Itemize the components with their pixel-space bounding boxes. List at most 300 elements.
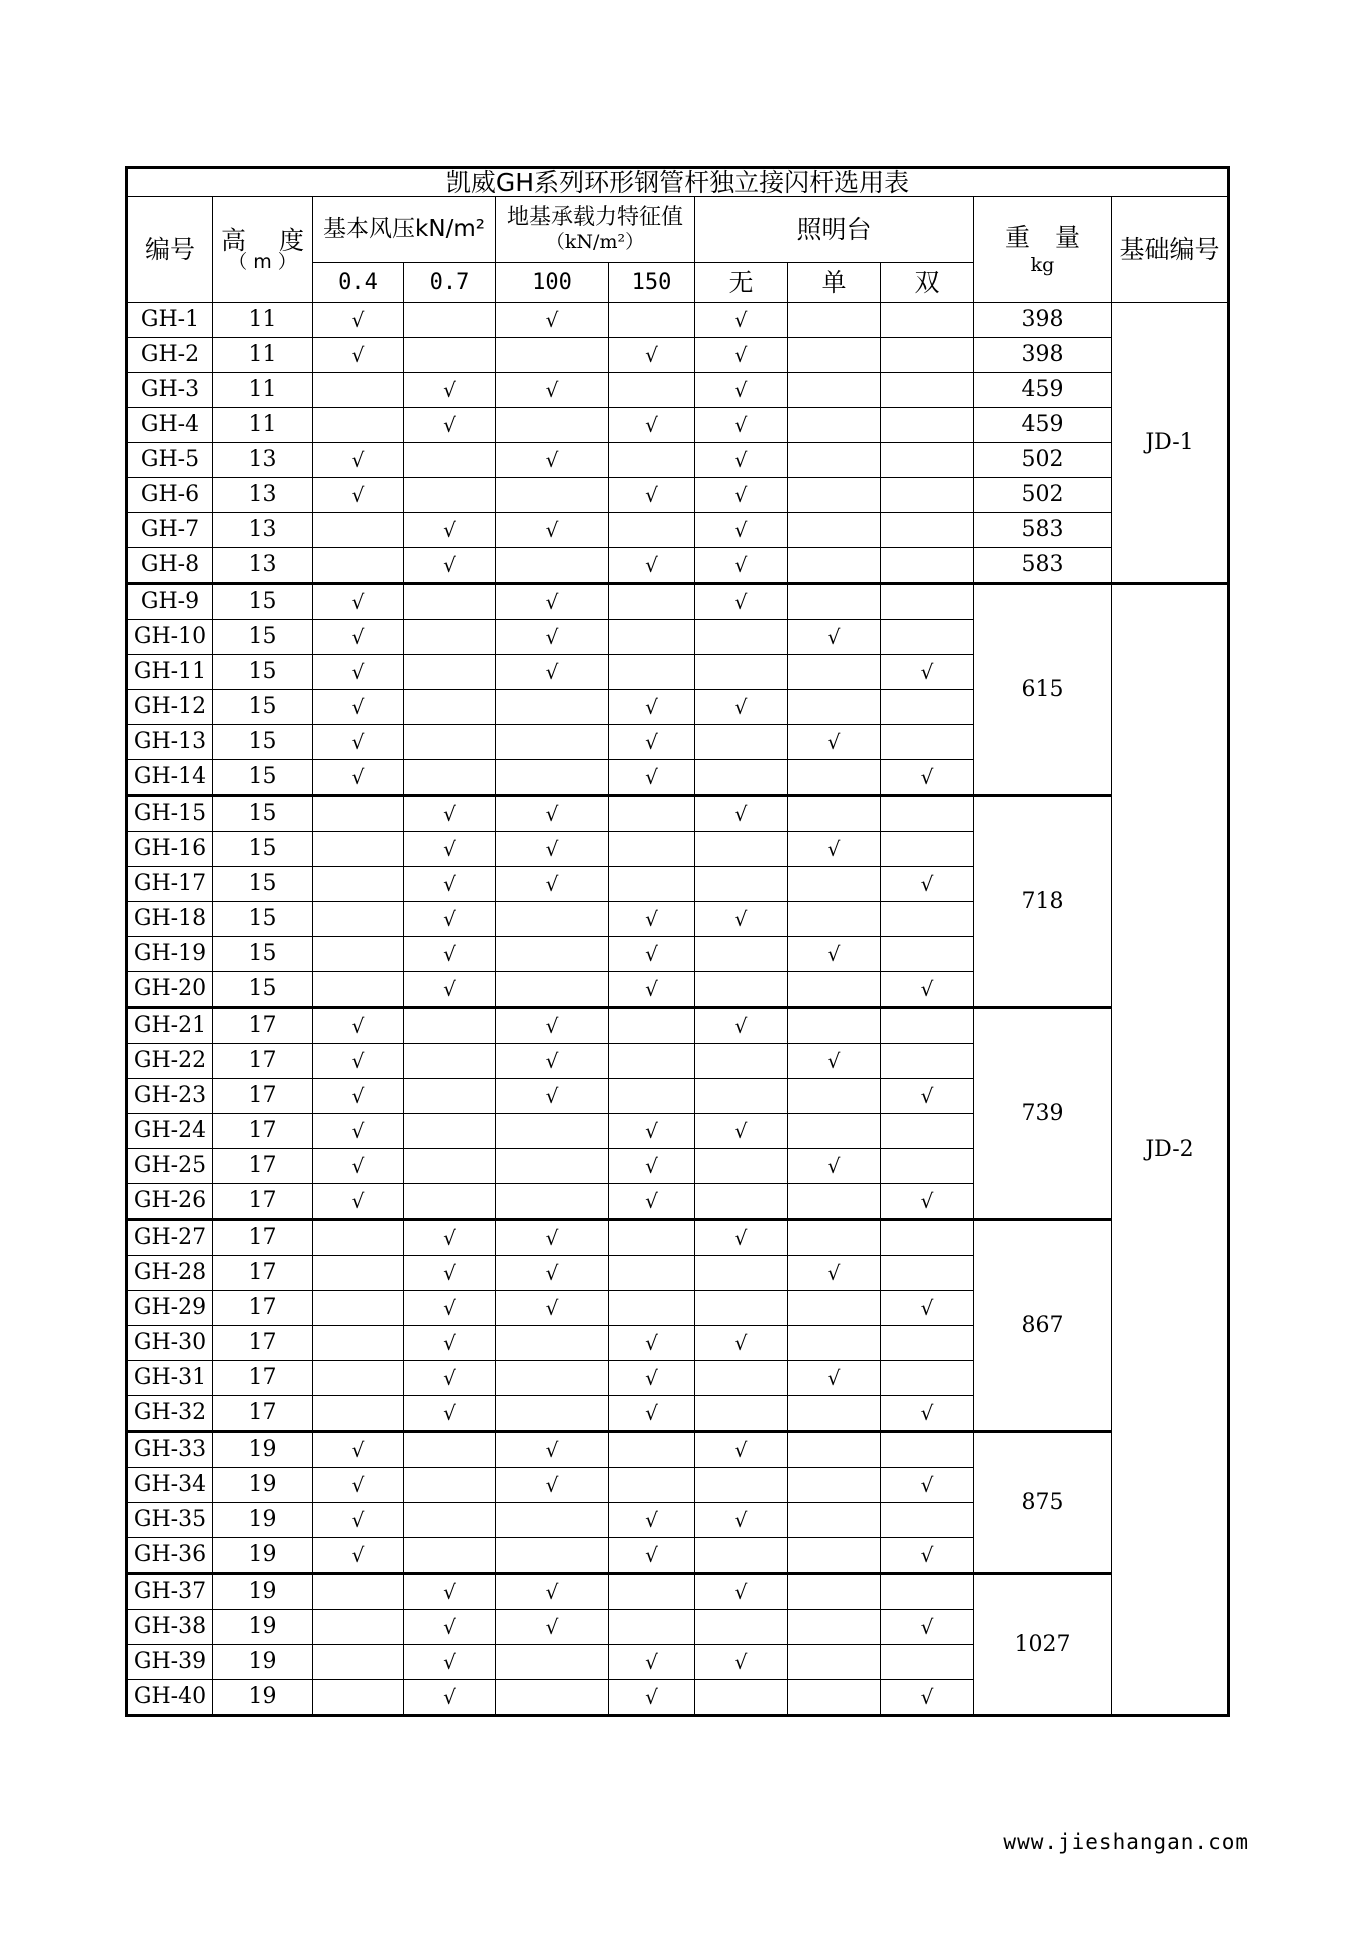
header-soil-capacity [496, 197, 695, 263]
cell-single: √ [788, 620, 881, 655]
cell-id: GH-4 [127, 408, 213, 443]
cell-single: √ [788, 1361, 881, 1396]
cell-foundation: JD-2 [1112, 584, 1229, 1716]
cell-w04: √ [313, 1044, 404, 1079]
cell-none [695, 1396, 788, 1432]
header-wind-07: 0.7 [404, 263, 496, 303]
cell-none: √ [695, 443, 788, 478]
cell-s150: √ [609, 1503, 695, 1538]
cell-none: √ [695, 513, 788, 548]
cell-w04: √ [313, 725, 404, 760]
cell-s100 [496, 338, 609, 373]
cell-weight: 739 [974, 1008, 1112, 1220]
cell-id: GH-32 [127, 1396, 213, 1432]
cell-s150 [609, 832, 695, 867]
cell-height: 15 [213, 760, 313, 796]
cell-w07 [404, 303, 496, 338]
cell-s150: √ [609, 1114, 695, 1149]
cell-s150 [609, 1291, 695, 1326]
cell-id: GH-30 [127, 1326, 213, 1361]
header-lighting-platform: 照明台 [695, 197, 974, 263]
cell-single [788, 1079, 881, 1114]
selection-table-sheet [125, 166, 1230, 1717]
cell-s150: √ [609, 1680, 695, 1716]
cell-double: √ [881, 1680, 974, 1716]
cell-id: GH-19 [127, 937, 213, 972]
cell-none [695, 1291, 788, 1326]
cell-w07: √ [404, 1361, 496, 1396]
cell-height: 17 [213, 1079, 313, 1114]
cell-id: GH-17 [127, 867, 213, 902]
cell-w07: √ [404, 1220, 496, 1256]
header-foundation: 基础编号 [1112, 197, 1229, 303]
cell-single [788, 1503, 881, 1538]
cell-w04 [313, 1291, 404, 1326]
cell-double [881, 832, 974, 867]
cell-single [788, 338, 881, 373]
cell-id: GH-31 [127, 1361, 213, 1396]
cell-height: 17 [213, 1044, 313, 1079]
cell-id: GH-10 [127, 620, 213, 655]
cell-height: 11 [213, 408, 313, 443]
cell-s150 [609, 513, 695, 548]
cell-w04: √ [313, 655, 404, 690]
cell-single [788, 1468, 881, 1503]
cell-none [695, 1184, 788, 1220]
cell-id: GH-24 [127, 1114, 213, 1149]
cell-w04 [313, 796, 404, 832]
cell-none: √ [695, 796, 788, 832]
table-row [127, 443, 1229, 478]
cell-double [881, 796, 974, 832]
cell-id: GH-29 [127, 1291, 213, 1326]
cell-w04 [313, 1680, 404, 1716]
cell-w04: √ [313, 443, 404, 478]
cell-s100 [496, 1645, 609, 1680]
cell-s100: √ [496, 373, 609, 408]
cell-w07 [404, 1538, 496, 1574]
cell-height: 17 [213, 1184, 313, 1220]
cell-id: GH-3 [127, 373, 213, 408]
cell-double [881, 1574, 974, 1610]
cell-id: GH-12 [127, 690, 213, 725]
cell-single [788, 1008, 881, 1044]
cell-s150: √ [609, 1396, 695, 1432]
table-row [127, 1574, 1229, 1610]
cell-none [695, 1610, 788, 1645]
cell-double: √ [881, 867, 974, 902]
cell-none: √ [695, 338, 788, 373]
cell-w04 [313, 408, 404, 443]
table-row [127, 796, 1229, 832]
cell-height: 17 [213, 1291, 313, 1326]
cell-single [788, 513, 881, 548]
cell-id: GH-6 [127, 478, 213, 513]
cell-s150 [609, 1432, 695, 1468]
cell-w07: √ [404, 1610, 496, 1645]
cell-double: √ [881, 1079, 974, 1114]
cell-s150 [609, 867, 695, 902]
cell-s150 [609, 1574, 695, 1610]
cell-double [881, 937, 974, 972]
cell-s100: √ [496, 513, 609, 548]
cell-s100: √ [496, 1079, 609, 1114]
header-light-single: 单 [788, 263, 881, 303]
cell-w04 [313, 1220, 404, 1256]
cell-w04: √ [313, 1432, 404, 1468]
cell-none [695, 1538, 788, 1574]
cell-s150 [609, 1044, 695, 1079]
cell-none [695, 620, 788, 655]
cell-height: 19 [213, 1645, 313, 1680]
cell-s150 [609, 655, 695, 690]
cell-id: GH-16 [127, 832, 213, 867]
cell-double [881, 1114, 974, 1149]
cell-weight: 583 [974, 548, 1112, 584]
cell-w07 [404, 1184, 496, 1220]
cell-single [788, 303, 881, 338]
cell-id: GH-36 [127, 1538, 213, 1574]
table-body [127, 303, 1229, 1716]
cell-s100 [496, 1680, 609, 1716]
cell-double [881, 725, 974, 760]
cell-w04 [313, 902, 404, 937]
cell-double: √ [881, 1538, 974, 1574]
cell-double [881, 513, 974, 548]
cell-none: √ [695, 584, 788, 620]
cell-w07 [404, 443, 496, 478]
table-row [127, 1220, 1229, 1256]
cell-single [788, 373, 881, 408]
cell-double [881, 1008, 974, 1044]
cell-w04 [313, 1256, 404, 1291]
cell-height: 17 [213, 1149, 313, 1184]
cell-height: 15 [213, 796, 313, 832]
cell-double: √ [881, 1610, 974, 1645]
cell-none: √ [695, 1645, 788, 1680]
header-soil-150: 150 [609, 263, 695, 303]
cell-w04 [313, 1645, 404, 1680]
cell-double [881, 373, 974, 408]
cell-height: 19 [213, 1503, 313, 1538]
cell-double [881, 478, 974, 513]
cell-w07 [404, 1432, 496, 1468]
cell-w04: √ [313, 584, 404, 620]
cell-s100 [496, 760, 609, 796]
cell-id: GH-34 [127, 1468, 213, 1503]
cell-s150: √ [609, 1538, 695, 1574]
selection-table [125, 166, 1230, 1717]
cell-double [881, 443, 974, 478]
cell-single [788, 1291, 881, 1326]
cell-w04: √ [313, 690, 404, 725]
cell-id: GH-39 [127, 1645, 213, 1680]
cell-s150 [609, 373, 695, 408]
cell-w07 [404, 760, 496, 796]
table-row [127, 408, 1229, 443]
cell-id: GH-2 [127, 338, 213, 373]
cell-single [788, 584, 881, 620]
cell-none [695, 655, 788, 690]
cell-none [695, 1468, 788, 1503]
cell-s100: √ [496, 303, 609, 338]
cell-w07 [404, 338, 496, 373]
cell-id: GH-20 [127, 972, 213, 1008]
cell-s150 [609, 796, 695, 832]
cell-id: GH-26 [127, 1184, 213, 1220]
cell-w07: √ [404, 1396, 496, 1432]
header-id: 编号 [127, 197, 213, 303]
cell-none [695, 1149, 788, 1184]
cell-s100: √ [496, 1432, 609, 1468]
header-height-unit: （ m ） [228, 250, 297, 273]
cell-weight: 502 [974, 443, 1112, 478]
cell-s150: √ [609, 1645, 695, 1680]
cell-single [788, 443, 881, 478]
cell-height: 15 [213, 690, 313, 725]
cell-double [881, 902, 974, 937]
cell-id: GH-27 [127, 1220, 213, 1256]
cell-s100 [496, 1538, 609, 1574]
cell-id: GH-1 [127, 303, 213, 338]
cell-s100: √ [496, 832, 609, 867]
cell-weight: 718 [974, 796, 1112, 1008]
cell-single [788, 902, 881, 937]
cell-double [881, 1432, 974, 1468]
cell-w04: √ [313, 620, 404, 655]
cell-s100: √ [496, 584, 609, 620]
cell-w04 [313, 1326, 404, 1361]
cell-height: 19 [213, 1432, 313, 1468]
cell-single [788, 1114, 881, 1149]
header-wind-04: 0.4 [313, 263, 404, 303]
cell-double [881, 1503, 974, 1538]
cell-double [881, 584, 974, 620]
cell-id: GH-28 [127, 1256, 213, 1291]
cell-w04: √ [313, 478, 404, 513]
cell-none: √ [695, 1574, 788, 1610]
cell-height: 15 [213, 584, 313, 620]
cell-s150 [609, 620, 695, 655]
cell-height: 11 [213, 303, 313, 338]
cell-s100 [496, 972, 609, 1008]
cell-none [695, 1256, 788, 1291]
table-row [127, 548, 1229, 584]
cell-id: GH-14 [127, 760, 213, 796]
cell-none: √ [695, 1432, 788, 1468]
cell-w07 [404, 478, 496, 513]
cell-s150: √ [609, 690, 695, 725]
cell-height: 11 [213, 373, 313, 408]
cell-height: 19 [213, 1538, 313, 1574]
cell-s150 [609, 1220, 695, 1256]
cell-w04 [313, 972, 404, 1008]
cell-w04: √ [313, 303, 404, 338]
cell-none: √ [695, 690, 788, 725]
cell-single [788, 760, 881, 796]
cell-height: 17 [213, 1326, 313, 1361]
cell-none [695, 1680, 788, 1716]
cell-id: GH-8 [127, 548, 213, 584]
table-row [127, 1008, 1229, 1044]
cell-s150: √ [609, 1361, 695, 1396]
cell-height: 15 [213, 832, 313, 867]
table-row [127, 478, 1229, 513]
header-light-none: 无 [695, 263, 788, 303]
cell-w07 [404, 1503, 496, 1538]
cell-double: √ [881, 1291, 974, 1326]
header-light-double: 双 [881, 263, 974, 303]
cell-none: √ [695, 1114, 788, 1149]
cell-s100 [496, 1503, 609, 1538]
cell-height: 13 [213, 478, 313, 513]
cell-none: √ [695, 1220, 788, 1256]
cell-s150: √ [609, 972, 695, 1008]
header-weight-label: 重 量 [1004, 222, 1080, 252]
cell-s100: √ [496, 1291, 609, 1326]
cell-s100 [496, 1114, 609, 1149]
cell-w07: √ [404, 1256, 496, 1291]
cell-s100: √ [496, 1008, 609, 1044]
cell-none: √ [695, 1326, 788, 1361]
cell-height: 11 [213, 338, 313, 373]
cell-double: √ [881, 1468, 974, 1503]
cell-s150 [609, 1256, 695, 1291]
cell-id: GH-15 [127, 796, 213, 832]
cell-double: √ [881, 1396, 974, 1432]
table-title: 凯威GH系列环形钢管杆独立接闪杆选用表 [127, 168, 1229, 197]
header-soil-label: 地基承载力特征值 [506, 205, 683, 230]
cell-id: GH-23 [127, 1079, 213, 1114]
cell-s150 [609, 1079, 695, 1114]
cell-foundation: JD-1 [1112, 303, 1229, 584]
cell-w04: √ [313, 1184, 404, 1220]
cell-double [881, 620, 974, 655]
cell-single [788, 972, 881, 1008]
cell-weight: 583 [974, 513, 1112, 548]
cell-s100 [496, 408, 609, 443]
cell-s150: √ [609, 478, 695, 513]
cell-w07: √ [404, 972, 496, 1008]
cell-double [881, 1220, 974, 1256]
cell-id: GH-11 [127, 655, 213, 690]
cell-height: 19 [213, 1574, 313, 1610]
cell-single [788, 796, 881, 832]
footer-url: www.jieshangan.com [1003, 1830, 1249, 1854]
cell-s100 [496, 548, 609, 584]
cell-s100 [496, 1361, 609, 1396]
cell-w04: √ [313, 338, 404, 373]
table-row [127, 303, 1229, 338]
cell-s100: √ [496, 1220, 609, 1256]
cell-id: GH-7 [127, 513, 213, 548]
cell-single: √ [788, 1044, 881, 1079]
cell-none [695, 760, 788, 796]
cell-w04 [313, 937, 404, 972]
cell-single: √ [788, 725, 881, 760]
cell-w04: √ [313, 1008, 404, 1044]
header-weight-unit: kg [1030, 253, 1055, 276]
cell-weight: 459 [974, 373, 1112, 408]
cell-s150: √ [609, 1184, 695, 1220]
cell-double [881, 1044, 974, 1079]
cell-single [788, 1396, 881, 1432]
cell-double [881, 408, 974, 443]
cell-height: 19 [213, 1468, 313, 1503]
cell-w07 [404, 725, 496, 760]
cell-weight: 459 [974, 408, 1112, 443]
cell-single [788, 1645, 881, 1680]
cell-s150: √ [609, 1326, 695, 1361]
cell-w07 [404, 1008, 496, 1044]
header-height-label: 高 度 [221, 225, 304, 255]
cell-weight: 615 [974, 584, 1112, 796]
cell-s100 [496, 725, 609, 760]
cell-w04: √ [313, 760, 404, 796]
cell-double [881, 1361, 974, 1396]
cell-w07: √ [404, 902, 496, 937]
cell-id: GH-22 [127, 1044, 213, 1079]
cell-double [881, 1149, 974, 1184]
cell-id: GH-18 [127, 902, 213, 937]
cell-single [788, 1220, 881, 1256]
cell-s100 [496, 1149, 609, 1184]
cell-height: 15 [213, 937, 313, 972]
cell-s150: √ [609, 937, 695, 972]
cell-id: GH-37 [127, 1574, 213, 1610]
cell-height: 17 [213, 1256, 313, 1291]
cell-double: √ [881, 1184, 974, 1220]
cell-height: 13 [213, 513, 313, 548]
cell-s100 [496, 690, 609, 725]
cell-id: GH-5 [127, 443, 213, 478]
cell-w07: √ [404, 832, 496, 867]
cell-height: 15 [213, 902, 313, 937]
cell-single [788, 1574, 881, 1610]
cell-s150 [609, 1610, 695, 1645]
cell-s100: √ [496, 443, 609, 478]
cell-single [788, 1326, 881, 1361]
cell-weight: 1027 [974, 1574, 1112, 1716]
cell-double: √ [881, 760, 974, 796]
cell-s150: √ [609, 760, 695, 796]
cell-single [788, 690, 881, 725]
cell-w04 [313, 832, 404, 867]
cell-w07 [404, 690, 496, 725]
cell-height: 15 [213, 725, 313, 760]
cell-double [881, 690, 974, 725]
cell-s150: √ [609, 338, 695, 373]
header-wind-pressure: 基本风压kN/m² [313, 197, 496, 263]
cell-double [881, 1645, 974, 1680]
header-soil-100: 100 [496, 263, 609, 303]
cell-w07 [404, 584, 496, 620]
cell-s100: √ [496, 867, 609, 902]
cell-none [695, 1044, 788, 1079]
cell-s100: √ [496, 620, 609, 655]
cell-height: 19 [213, 1610, 313, 1645]
cell-none: √ [695, 1503, 788, 1538]
cell-w07 [404, 1468, 496, 1503]
cell-single [788, 1610, 881, 1645]
cell-s150: √ [609, 1149, 695, 1184]
cell-weight: 875 [974, 1432, 1112, 1574]
cell-w07: √ [404, 408, 496, 443]
cell-s100: √ [496, 796, 609, 832]
cell-w07: √ [404, 513, 496, 548]
cell-w04 [313, 1574, 404, 1610]
cell-s100 [496, 937, 609, 972]
